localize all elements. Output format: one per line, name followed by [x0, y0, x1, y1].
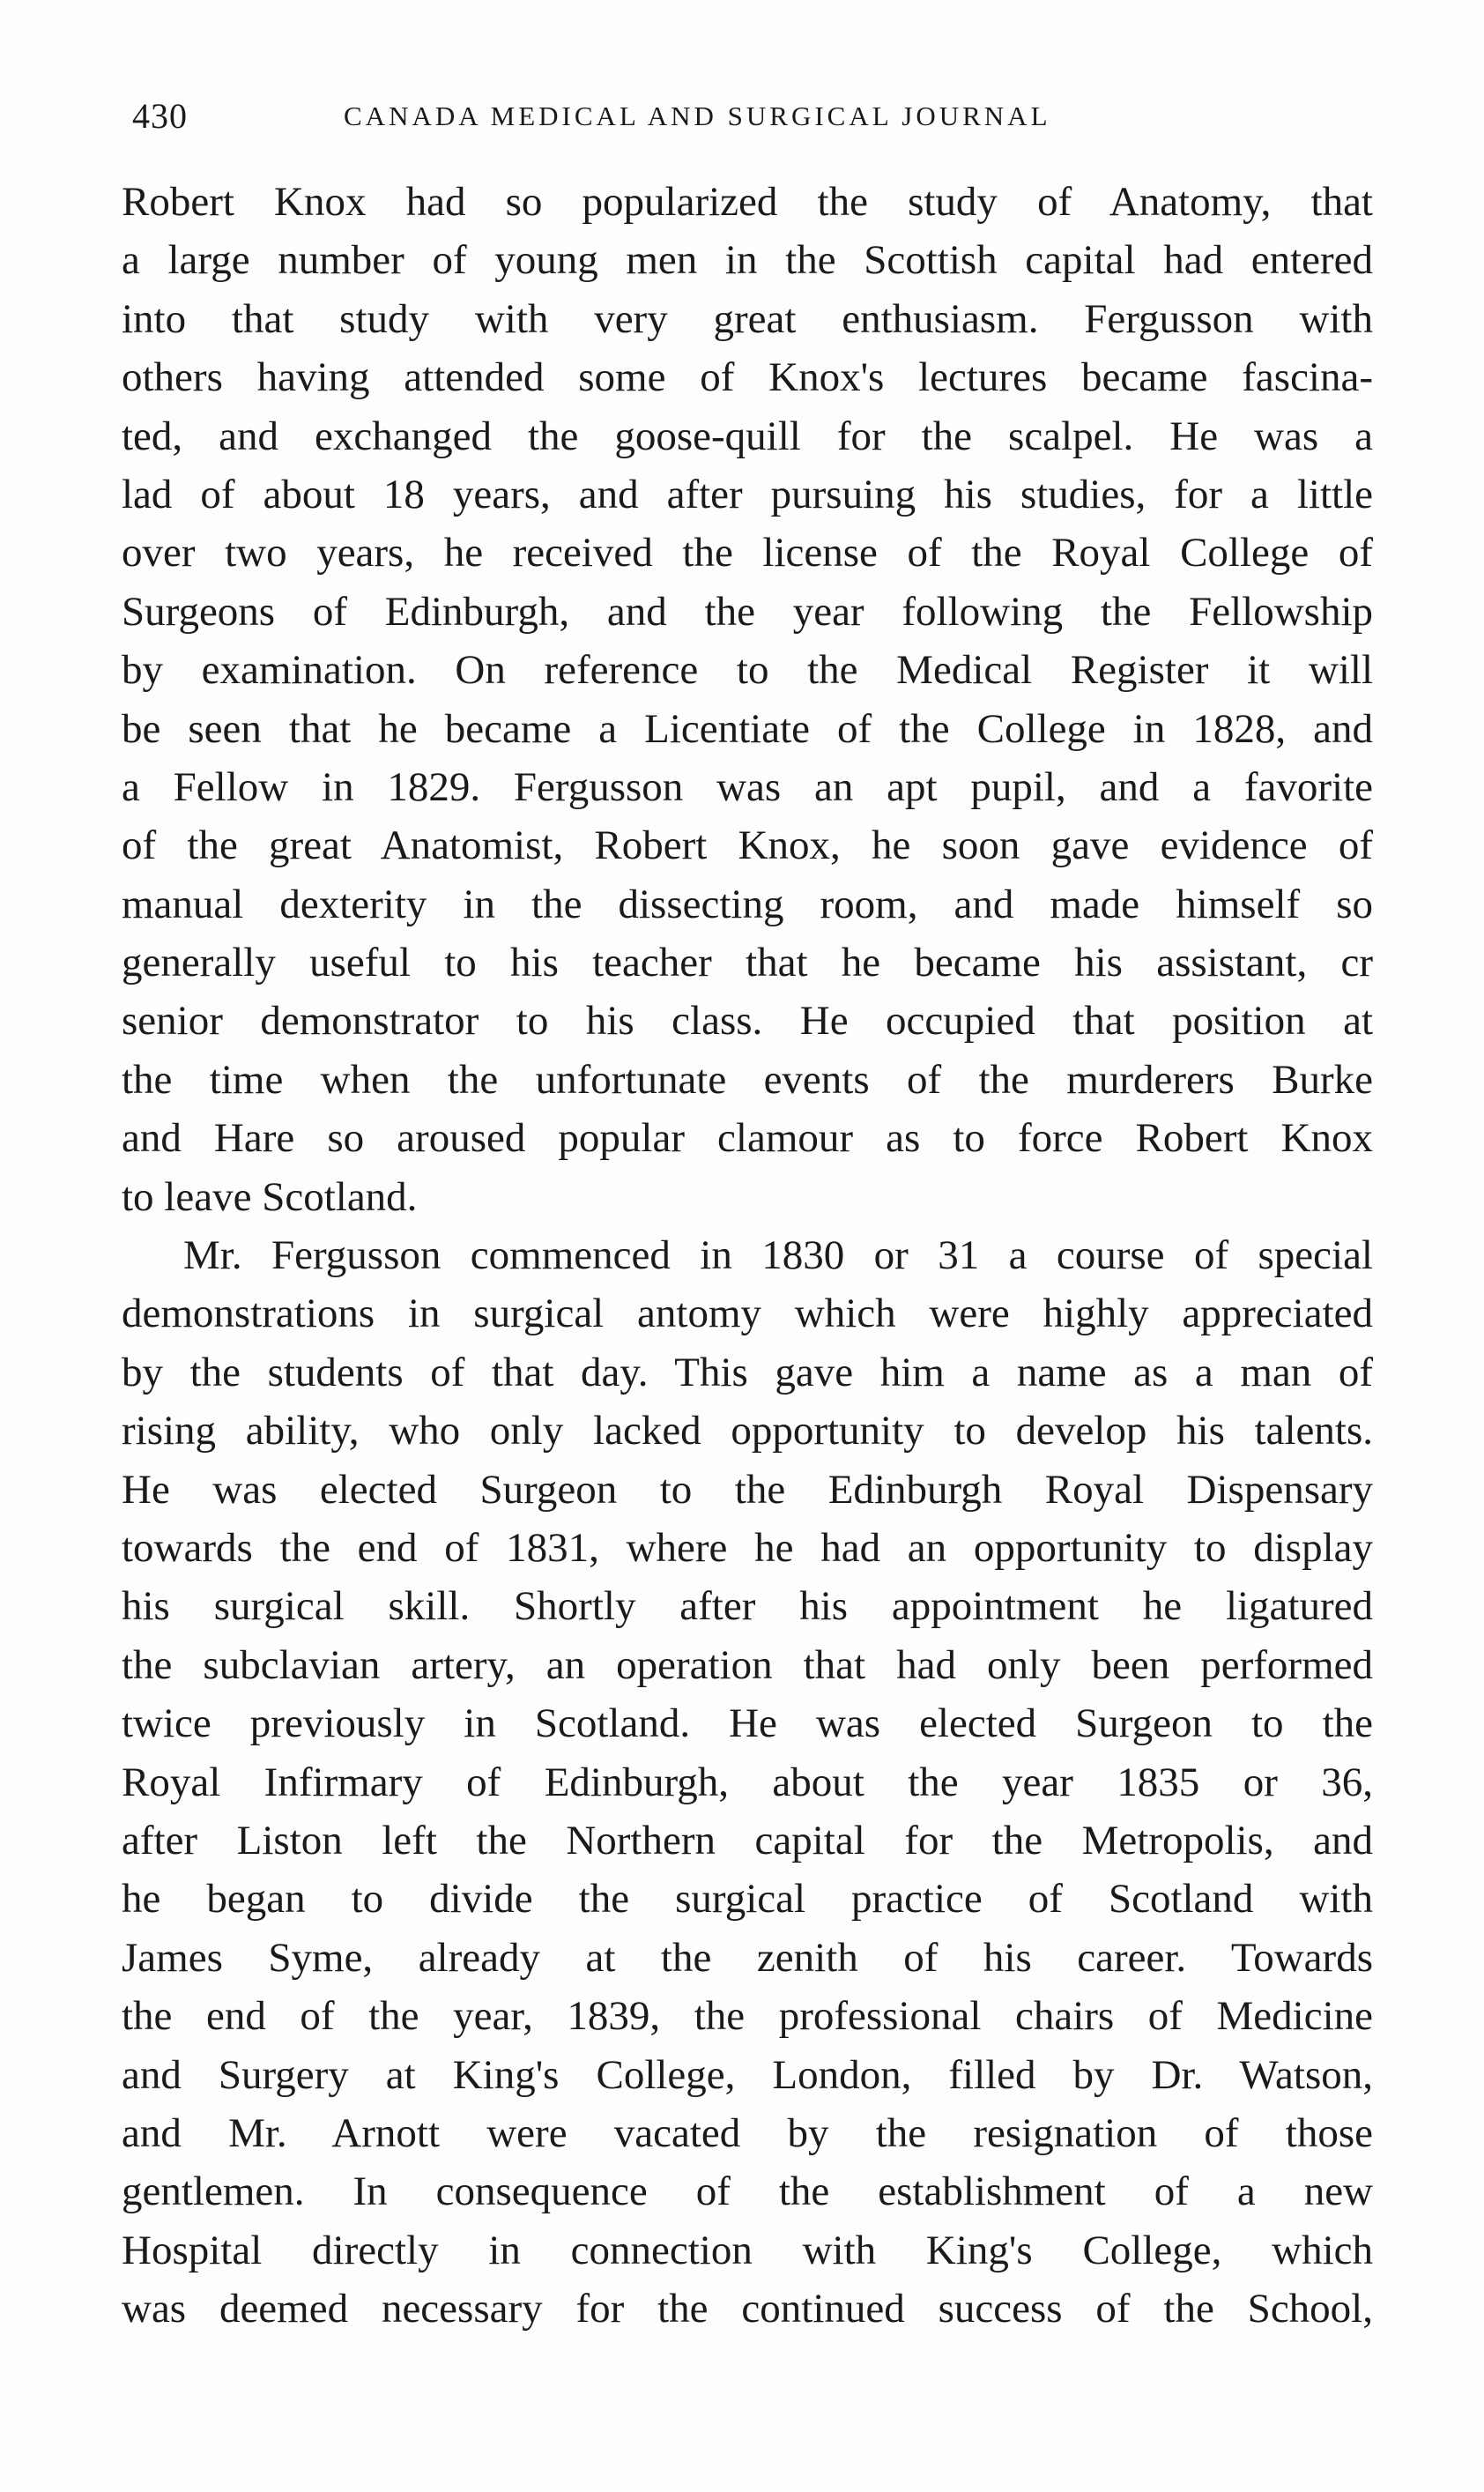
text-line: by examination. On reference to the Medical Register it will — [122, 647, 1373, 694]
text-line: rising ability, who only lacked opportunity to develop his talents. — [122, 1408, 1373, 1454]
text-line: and Hare so aroused popular clamour as to force Robert Knox — [122, 1115, 1373, 1162]
text-line: demonstrations in surgical antomy which were highly appreciated — [122, 1291, 1373, 1337]
text-line: after Liston left the Northern capital for the Metropolis, and — [122, 1817, 1373, 1863]
text-line: Royal Infirmary of Edinburgh, about the year 1835 or 36, — [122, 1759, 1373, 1805]
running-head: CANADA MEDICAL AND SURGICAL JOURNAL — [344, 100, 1051, 131]
text-line: was deemed necessary for the continued success of the School, — [122, 2286, 1373, 2332]
text-line: ted, and exchanged the goose-quill for the scalpel. He was a — [122, 413, 1373, 459]
text-line: the subclavian artery, an operation that had only been performed — [122, 1641, 1373, 1688]
text-line: and Mr. Arnott were vacated by the resignation of those — [122, 2109, 1373, 2156]
text-line: Surgeons of Edinburgh, and the year following the Fellowship — [122, 588, 1373, 635]
paragraph-1 — [122, 173, 1373, 1226]
article-body — [122, 173, 1373, 2338]
text-line: gentlemen. In consequence of the establishment of a new — [122, 2168, 1373, 2215]
text-line: his surgical skill. Shortly after his appointment he ligatured — [122, 1583, 1373, 1630]
text-line: a Fellow in 1829. Fergusson was an apt pupil, and a favorite — [122, 763, 1373, 810]
paragraph-2 — [122, 1226, 1373, 2338]
text-line: manual dexterity in the dissecting room, and made himself so — [122, 881, 1373, 927]
text-line: the end of the year, 1839, the professional chairs of Medicine — [122, 1993, 1373, 2040]
text-line: senior demonstrator to his class. He occupied that position at — [122, 998, 1373, 1045]
page-header — [132, 95, 1384, 139]
text-line: he began to divide the surgical practice of Scotland with — [122, 1876, 1373, 1923]
text-line: over two years, he received the license of the Royal College of — [122, 530, 1373, 577]
text-line: Mr. Fergusson commenced in 1830 or 31 a course of special — [183, 1232, 1373, 1279]
text-line: and Surgery at King's College, London, filled by Dr. Watson, — [122, 2051, 1373, 2098]
text-line: into that study with very great enthusiasm. Fergusson with — [122, 295, 1373, 342]
page-number: 430 — [132, 96, 188, 136]
text-line: towards the end of 1831, where he had an opportunity to display — [122, 1524, 1373, 1571]
text-line: the time when the unfortunate events of the murderers Burke — [122, 1056, 1373, 1103]
text-line: Robert Knox had so popularized the study of Anatomy, that — [122, 179, 1373, 225]
text-line: Hospital directly in connection with King's College, which — [122, 2227, 1373, 2273]
text-line: be seen that he became a Licentiate of the College in 1828, and — [122, 705, 1373, 752]
text-line: of the great Anatomist, Robert Knox, he soon gave evidence of — [122, 822, 1373, 869]
text-line: a large number of young men in the Scottish capital had entered — [122, 237, 1373, 284]
text-line: generally useful to his teacher that he became his assistant, cr — [122, 940, 1373, 986]
text-line: twice previously in Scotland. He was elected Surgeon to the — [122, 1700, 1373, 1747]
text-line: He was elected Surgeon to the Edinburgh Royal Dispensary — [122, 1466, 1373, 1513]
text-line: lad of about 18 years, and after pursuing his studies, for a little — [122, 471, 1373, 517]
text-line: by the students of that day. This gave him a name as a man of — [122, 1349, 1373, 1395]
text-line: others having attended some of Knox's lectures became fascina- — [122, 354, 1373, 401]
text-line: to leave Scotland. — [122, 1173, 418, 1220]
text-line: James Syme, already at the zenith of his career. Towards — [122, 1934, 1373, 1981]
